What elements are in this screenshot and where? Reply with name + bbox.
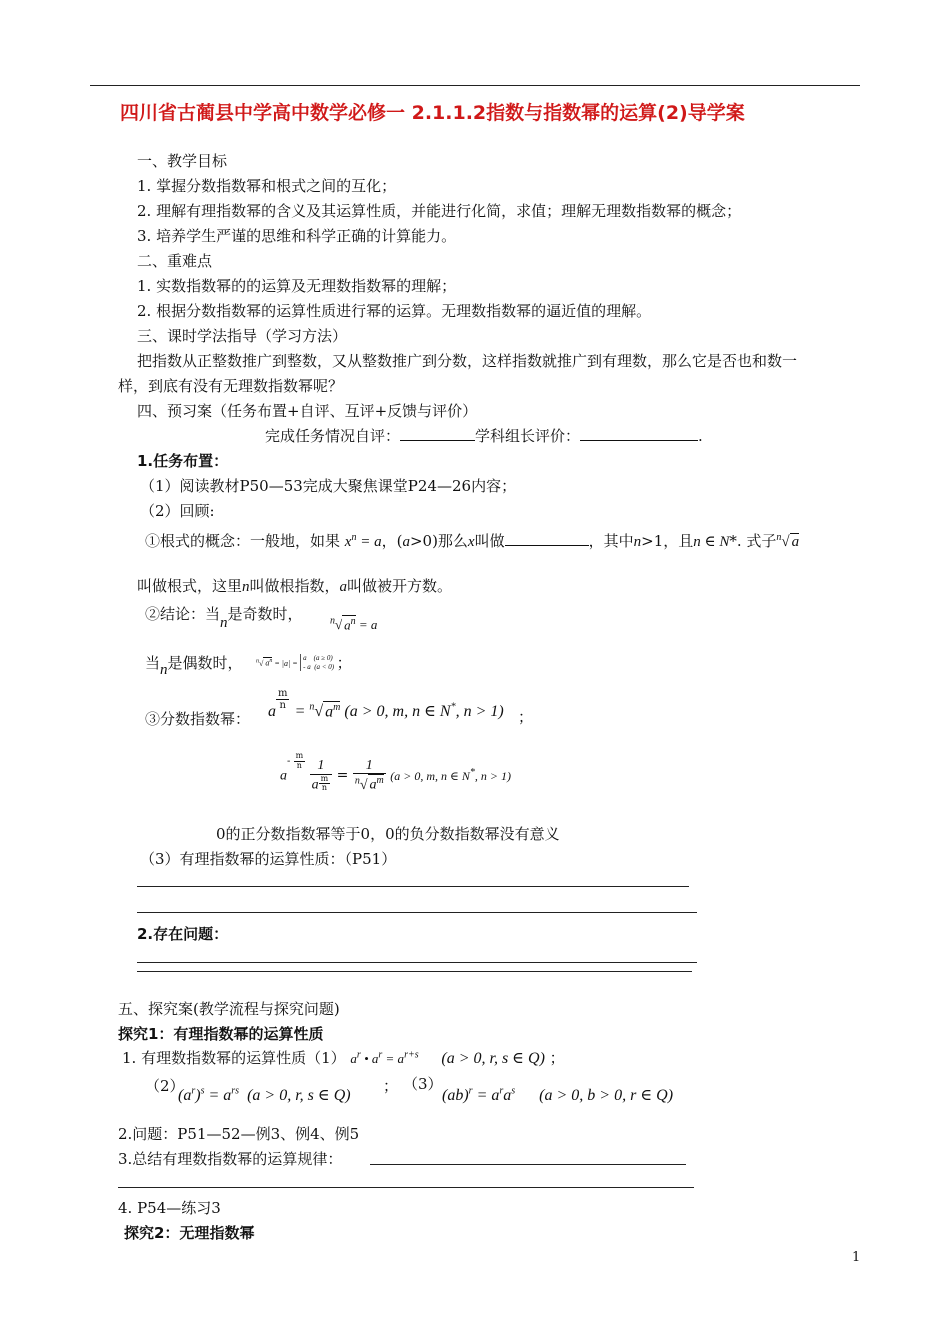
- explore-1-question-2: 2.问题：P51—52—例3、例4、例5: [118, 1125, 360, 1143]
- task-heading: 1.任务布置：: [137, 452, 229, 470]
- answer-line-1[interactable]: [137, 886, 689, 887]
- math-n: n: [633, 534, 642, 550]
- radical-line2-text-c: 叫做被开方数。: [347, 577, 453, 595]
- conclusion-even-text-a: 当: [145, 654, 161, 672]
- radical-def-text-d: 叫做: [474, 532, 505, 550]
- key-point-item-2: 2. 根据分数指数幂的运算性质进行幂的运算。无理数指数幂的逼近值的理解。: [137, 302, 652, 320]
- fractional-exponent-label: ③分数指数幂：: [145, 710, 251, 728]
- answer-line-3[interactable]: [137, 962, 697, 963]
- zero-exponent-note: 0的正分数指数幂等于0，0的负分数指数幂没有意义: [216, 825, 560, 843]
- eval-end: .: [698, 427, 703, 445]
- math-odd-root-formula: $^n$√ $a^n = a$: [330, 616, 378, 633]
- document-title: 四川省古蔺县中学高中数学必修一 2.1.1.2指数与指数幂的运算(2)导学案: [120, 102, 745, 124]
- radical-def-text-b: ，(: [381, 532, 403, 550]
- leader-eval-blank[interactable]: [580, 426, 698, 441]
- math-rule-2: $(a^r)^s = a^{rs}$ (a > 0, r, s ∈ Q): [178, 1085, 351, 1104]
- radical-def-text-g: *. 式子: [729, 532, 777, 550]
- math-x-n-eq-a: $x^n = a$: [344, 532, 382, 550]
- radical-def-text-a: ①根式的概念：一般地，如果: [145, 532, 341, 550]
- radical-definition-line-2: [137, 575, 452, 596]
- rule-3-label: （3）: [403, 1075, 443, 1093]
- math-nth-root-a: $^n$√ a: [776, 532, 800, 550]
- math-fractional-exponent-negative: $a^{- \frac{m}{n}}$ 1 a $\frac{m}{n}$ = $\frac{1}{^n√ a^m}$ (a > 0, m, n ∈ N*, n > 1): [280, 751, 511, 794]
- explore-1-question-4: 4. P54—练习3: [118, 1199, 221, 1217]
- radical-line2-text-b: 叫做根指数，: [249, 577, 340, 595]
- explore-2-heading: 探究2：无理指数幂: [124, 1224, 255, 1242]
- explore-1-item-1-text: 1. 有理数指数幂的运算性质（1）: [122, 1049, 346, 1067]
- method-paragraph-line-1: 把指数从正整数推广到整数，又从整数推广到分数，这样指数就推广到有理数，那么它是否也和数一: [137, 352, 798, 370]
- rule-2-label: （2）: [145, 1077, 185, 1095]
- explore-1-item-1: 1. 有理数指数幂的运算性质（1） $a^r$ • $a^r = a^{r+s}$ (a > 0, r, s ∈ Q) ；: [122, 1049, 565, 1067]
- problem-heading: 2.存在问题：: [137, 925, 229, 943]
- task-item-3: （3）有理指数幂的运算性质：（P51）: [140, 850, 397, 868]
- self-eval-label: 完成任务情况自评：: [265, 427, 401, 445]
- semicolon: ；: [518, 708, 534, 726]
- math-even-root-formula: $^n$√ $a^n = |a| = a$ (a ≥ 0) - a (a < 0) ；: [256, 654, 352, 672]
- radical-line2-text-a: 叫做根式，这里: [137, 577, 243, 595]
- radical-def-text-f: >1，且: [641, 532, 694, 550]
- explore-1-heading: 探究1：有理指数幂的运算性质: [118, 1025, 324, 1043]
- page-number: 1: [852, 1250, 861, 1265]
- objective-item-1: 1. 掌握分数指数幂和根式之间的互化；: [137, 177, 397, 195]
- math-n-even: n: [160, 662, 168, 678]
- radical-def-blank[interactable]: [505, 531, 589, 546]
- section-heading-objectives: 一、教学目标: [137, 152, 228, 170]
- rule-2-semicolon: ；: [383, 1077, 399, 1095]
- evaluation-row: [265, 425, 703, 446]
- math-n-index: n: [242, 579, 250, 595]
- method-paragraph-line-2: 样，到底有没有无理数指数幂呢？: [118, 377, 344, 395]
- section-heading-key-points: 二、重难点: [137, 252, 213, 270]
- task-item-2: （2）回顾:: [140, 502, 215, 520]
- math-rule-1-condition: (a > 0, r, s ∈ Q): [441, 1050, 545, 1067]
- answer-line-5[interactable]: [370, 1164, 686, 1165]
- radical-def-text-c: >0)那么: [409, 532, 468, 550]
- key-point-item-1: 1. 实数指数幂的的运算及无理数指数幂的理解；: [137, 277, 457, 295]
- math-x: x: [467, 534, 475, 550]
- answer-line-2[interactable]: [137, 912, 697, 913]
- section-heading-method: 三、课时学法指导（学习方法）: [137, 327, 348, 345]
- objective-item-2: 2. 理解有理指数幂的含义及其运算性质，并能进行化简，求值；理解无理数指数幂的概念；: [137, 202, 742, 220]
- answer-line-4[interactable]: [137, 971, 692, 972]
- task-item-1: （1）阅读教材P50—53完成大聚焦课堂P24—26内容；: [140, 477, 517, 495]
- explore-1-question-3: 3.总结有理数指数幂的运算规律：: [118, 1150, 343, 1168]
- conclusion-text-b: 是奇数时，: [227, 605, 303, 623]
- section-heading-explore: 五、探究案(教学流程与探究问题): [118, 1000, 340, 1018]
- section-heading-preview: 四、预习案（任务布置+自评、互评+反馈与评价）: [137, 402, 478, 420]
- conclusion-even-text-b: 是偶数时，: [167, 654, 243, 672]
- math-n-odd: n: [220, 615, 228, 631]
- math-n-in-N: n ∈ N: [693, 534, 730, 550]
- math-rule-1: $a^r$ • $a^r = a^{r+s}$: [350, 1049, 419, 1066]
- conclusion-text-a: ②结论：当: [145, 605, 221, 623]
- self-eval-blank[interactable]: [400, 426, 475, 441]
- math-a-radicand: a: [339, 579, 348, 595]
- top-rule: [90, 85, 860, 86]
- radical-definition-line-1: [145, 530, 799, 551]
- answer-line-6[interactable]: [118, 1187, 694, 1188]
- objective-item-3: 3. 培养学生严谨的思维和科学正确的计算能力。: [137, 227, 457, 245]
- math-fractional-exponent-positive: a $^{\frac{m}{n}}$ = $^n$√ $a^m$ (a > 0, m, n ∈ N*, n > 1): [268, 688, 504, 720]
- conclusion-odd: [145, 603, 303, 631]
- radical-def-text-e: ，其中: [588, 532, 634, 550]
- leader-eval-label: 学科组长评价：: [475, 427, 581, 445]
- math-rule-3: $(ab)^r = a^ra^s$ (a > 0, b > 0, r ∈ Q): [442, 1085, 674, 1104]
- conclusion-even: [145, 652, 243, 678]
- math-a: a: [402, 534, 410, 550]
